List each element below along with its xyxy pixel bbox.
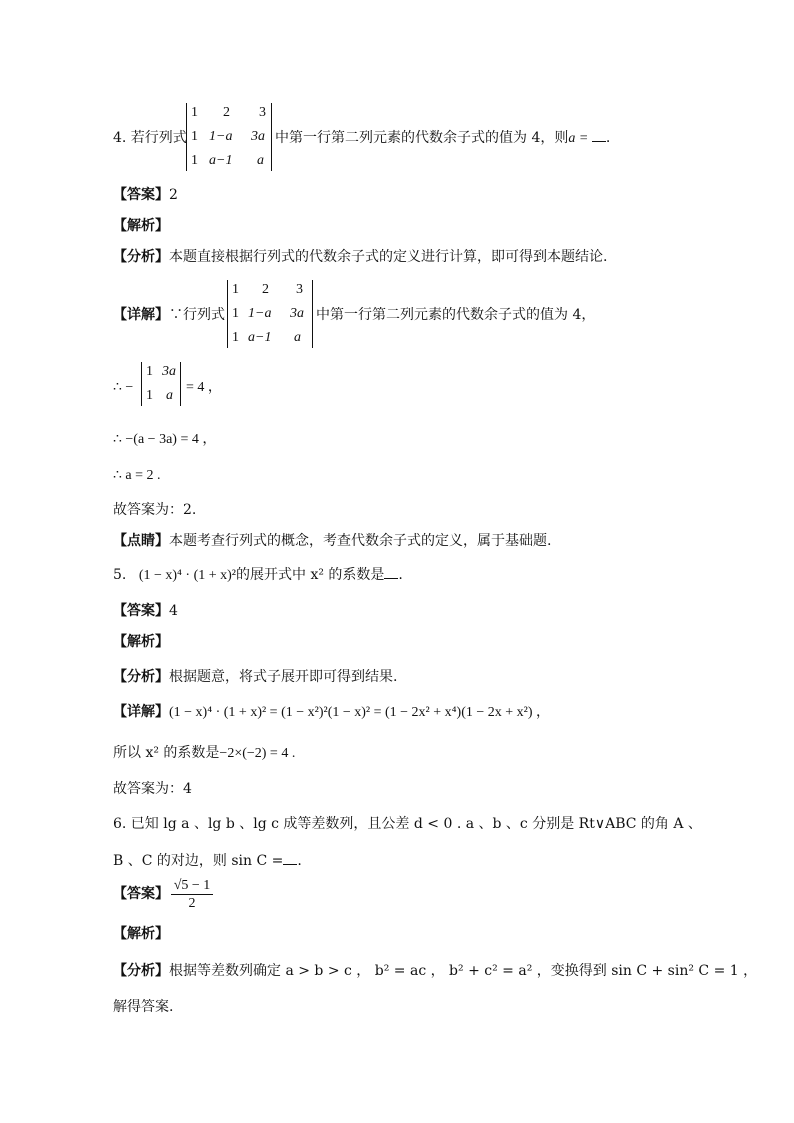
- q4-detail: 【详解】∵行列式: [113, 307, 225, 323]
- q4-detail-suffix: 中第一行第二列元素的代数余子式的值为 4，: [316, 307, 596, 323]
- q6-fenxi: 【分析】根据等差数列确定 a > b > c ， b² = ac ， b² + c² = a² ，变换得到 sin C + sin² C = 1 ，: [113, 963, 758, 979]
- q4-m-13: 3: [259, 105, 266, 120]
- q4-m-33: a: [257, 153, 264, 168]
- q4-step2: ∴ −(a − 3a) = 4 ，: [113, 432, 217, 447]
- q6-fenxi2: 解得答案.: [113, 999, 174, 1015]
- q4-answer: 【答案】2: [113, 187, 178, 203]
- q6-answer-blank: [283, 852, 297, 865]
- q6-answer: 【答案】: [113, 886, 169, 902]
- q4-stem: [113, 128, 187, 148]
- q4-step1-determinant: 1 3a 1 a: [141, 362, 181, 406]
- q4-prefix: 4. 若行列式: [113, 130, 187, 146]
- q4-determinant: [186, 103, 272, 171]
- q4-m-31: 1: [191, 153, 198, 168]
- q4-m-11: 1: [191, 105, 198, 120]
- q5-analysis-tag: 【解析】: [113, 634, 169, 650]
- q4-detail-determinant: 1 2 3 1 1−a 3a 1 a−1 a: [227, 280, 313, 348]
- q4-step1-post: = 4 ，: [186, 380, 222, 395]
- q4-answer-blank: [592, 129, 606, 142]
- q4-conclusion: 故答案为：2.: [113, 502, 197, 518]
- q4-m-23: 3a: [251, 129, 265, 144]
- q4-fenxi: 【分析】本题直接根据行列式的代数余子式的定义进行计算，即可得到本题结论.: [113, 249, 608, 265]
- q4-step3: ∴ a = 2 .: [113, 468, 161, 483]
- q6-line1: 6. 已知 lg a 、lg b 、lg c 成等差数列，且公差 d < 0 . a 、b 、c 分别是 Rt∨ABC 的角 A 、: [113, 816, 702, 832]
- q4-m-32: a−1: [209, 153, 233, 168]
- q5-stem: 5. (1 − x)⁴ · (1 + x)²的展开式中 x² 的系数是 .: [113, 567, 403, 583]
- q4-stem-suffix: 中第一行第二列元素的代数余子式的值为 4，则a = .: [275, 130, 611, 146]
- q4-m-12: 2: [223, 105, 230, 120]
- q4-m-22: 1−a: [209, 129, 233, 144]
- q5-line2: 所以 x² 的系数是−2×(−2) = 4 .: [113, 745, 296, 761]
- q5-answer-blank: [384, 566, 398, 579]
- q4-m-21: 1: [191, 129, 198, 144]
- q6-answer-denominator: 2: [188, 896, 196, 911]
- q6-answer-fraction: [171, 877, 213, 912]
- q4-step1-pre: ∴ −: [113, 380, 134, 395]
- q5-fenxi: 【分析】根据题意，将式子展开即可得到结果.: [113, 669, 398, 685]
- q6-line2: B 、C 的对边，则 sin C = .: [113, 853, 302, 869]
- q4-analysis-tag: 【解析】: [113, 218, 169, 234]
- q5-detail: 【详解】(1 − x)⁴ · (1 + x)² = (1 − x²)²(1 − x)² = (1 − 2x² + x⁴)(1 − 2x + x²) ，: [113, 704, 551, 720]
- q4-comment: 【点睛】本题考查行列式的概念，考查代数余子式的定义，属于基础题.: [113, 533, 552, 549]
- q5-answer: 【答案】4: [113, 603, 178, 619]
- q6-analysis-tag: 【解析】: [113, 926, 169, 942]
- q5-conclusion: 故答案为：4: [113, 781, 192, 797]
- q6-answer-numerator: √5 − 1: [171, 877, 213, 895]
